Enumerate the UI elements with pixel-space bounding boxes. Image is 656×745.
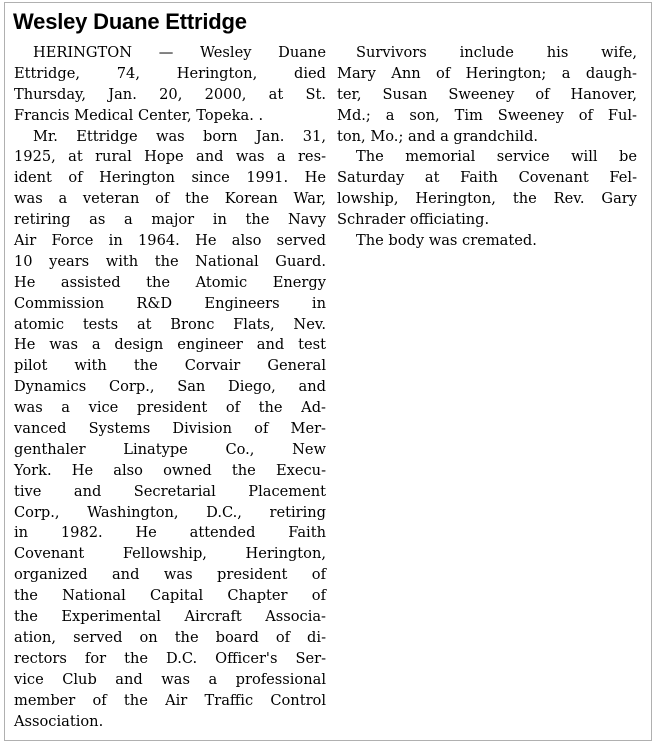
text-line: Survivors include his wife, <box>355 44 637 61</box>
text-line: member of the Air Traffic Control <box>14 691 326 709</box>
text-line: He was a design engineer and test <box>14 336 326 354</box>
headline: Wesley Duane Ettridge <box>13 9 247 34</box>
right-column <box>337 43 637 252</box>
text-line: in 1982. He attended Faith <box>14 524 326 542</box>
text-line: genthaler Linatype Co., New <box>14 440 326 458</box>
text-line: 10 years with the National Guard. <box>14 252 326 270</box>
text-line: atomic tests at Bronc Flats, Nev. <box>14 315 326 333</box>
text-line: Mr. Ettridge was born Jan. 31, <box>32 127 326 145</box>
text-line: Commission R&D Engineers in <box>14 294 326 312</box>
text-line: organized and was president of <box>14 566 326 584</box>
text-line: vanced Systems Division of Mer- <box>14 420 326 438</box>
text-line: ation, served on the board of di- <box>14 628 326 646</box>
text-line: Air Force in 1964. He also served <box>14 232 326 250</box>
text-line: lowship, Herington, the Rev. Gary <box>337 190 637 208</box>
text-line: rectors for the D.C. Officer's Ser- <box>14 649 326 667</box>
text-line: 1925, at rural Hope and was a res- <box>14 148 326 166</box>
text-line: Md.; a son, Tim Sweeney of Ful- <box>337 106 637 124</box>
text-line: Thursday, Jan. 20, 2000, at St. <box>14 85 326 103</box>
text-line: York. He also owned the Execu- <box>14 461 326 479</box>
text-line: the Experimental Aircraft Associa- <box>14 608 326 626</box>
left-column <box>14 43 326 732</box>
text-line: was a veteran of the Korean War, <box>14 190 326 208</box>
text-line: was a vice president of the Ad- <box>14 399 326 417</box>
text-line: Mary Ann of Herington; a daugh- <box>337 64 637 82</box>
text-line: pilot with the Corvair General <box>14 357 326 375</box>
text-line: ton, Mo.; and a grandchild. <box>337 127 539 145</box>
text-line: retiring as a major in the Navy <box>14 211 326 229</box>
text-line: The memorial service will be <box>355 148 637 166</box>
text-line: Covenant Fellowship, Herington, <box>14 545 326 563</box>
text-line: vice Club and was a professional <box>14 670 326 688</box>
text-line: the National Capital Chapter of <box>14 587 326 605</box>
text-line: Dynamics Corp., San Diego, and <box>14 378 326 396</box>
text-line: He assisted the Atomic Energy <box>14 273 326 291</box>
text-line: ter, Susan Sweeney of Hanover, <box>337 85 637 103</box>
text-line: The body was cremated. <box>355 232 537 250</box>
text-line: Saturday at Faith Covenant Fel- <box>337 169 637 187</box>
text-line: HERINGTON — Wesley Duane <box>32 44 326 61</box>
text-line: Corp., Washington, D.C., retiring <box>14 503 326 521</box>
text-line: Francis Medical Center, Topeka. . <box>14 106 264 124</box>
text-line: Ettridge, 74, Herington, died <box>14 64 326 82</box>
text-line: Association. <box>14 712 104 730</box>
text-line: Schrader officiating. <box>337 211 490 229</box>
text-line: tive and Secretarial Placement <box>14 482 326 500</box>
text-line: ident of Herington since 1991. He <box>14 169 326 187</box>
